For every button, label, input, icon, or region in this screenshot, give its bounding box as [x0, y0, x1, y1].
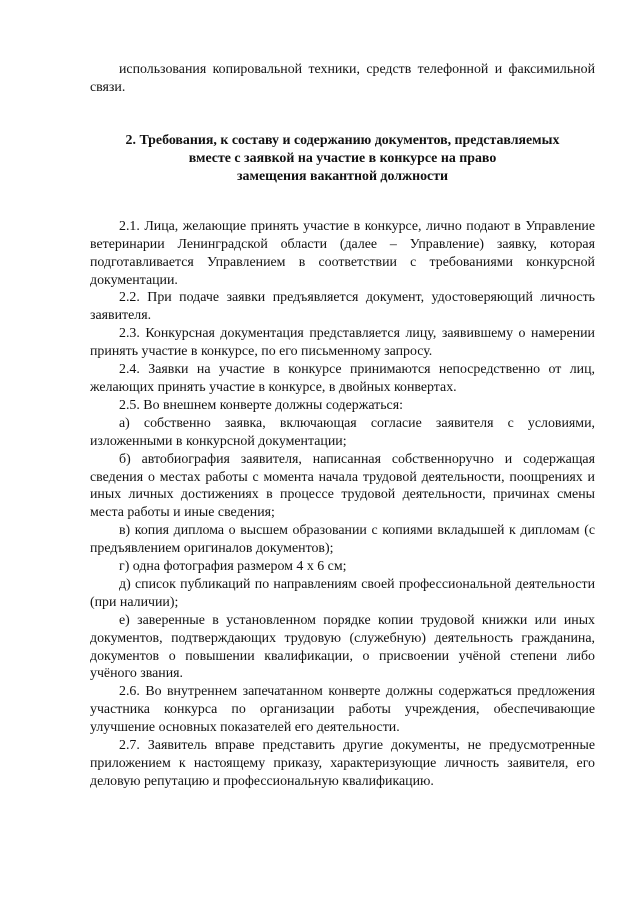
section-heading-line: замещения вакантной должности	[236, 168, 449, 184]
paragraph-2-3: 2.3. Конкурсная документация представляется лицу, заявившему о намерении принять участие в конкурсе, по его письменному запросу.	[90, 326, 595, 360]
section-heading	[90, 132, 595, 186]
list-item-b: б) автобиография заявителя, написанная собственноручно и содержащая сведения о местах работы с момента начала трудовой деятельности, поощрениях и иных личных достижениях в процессе трудовой деятельности, причинах смены места работы и иные сведения;	[90, 451, 595, 521]
paragraph-2-2: 2.2. При подаче заявки предъявляется документ, удостоверяющий личность заявителя.	[90, 290, 595, 324]
intro-paragraph: использования копировальной техники, средств телефонной и факсимильной связи.	[90, 62, 595, 95]
list-item-d: д) список публикаций по направлениям своей профессиональной деятельности (при наличии);	[90, 576, 595, 610]
section-heading-line: 2. Требования, к составу и содержанию документов, представляемых	[125, 132, 560, 148]
paragraph-2-6: 2.6. Во внутреннем запечатанном конверте должны содержаться предложения участника конкурса по организации работы учреждения, обеспечивающие улучшение основных показателей его деятельности.	[90, 684, 595, 736]
section-heading-line: вместе с заявкой на участие в конкурсе на право	[188, 150, 497, 166]
paragraph-2-4: 2.4. Заявки на участие в конкурсе принимаются непосредственно от лиц, желающих принять участие в конкурсе, в двойных конвертах.	[90, 362, 595, 395]
document-body	[90, 61, 595, 791]
paragraph-2-1: 2.1. Лица, желающие принять участие в конкурсе, лично подают в Управление ветеринарии Ленинградской области (далее – Управление) заявку, которая подготавливается Управлением в соответствии с требованиями конкурсной документации.	[90, 218, 595, 288]
paragraph-2-5: 2.5. Во внешнем конверте должны содержаться:	[119, 397, 403, 413]
list-item-a: а) собственно заявка, включающая согласие заявителя с условиями, изложенными в конкурсной документации;	[90, 415, 595, 449]
list-item-g: г) одна фотография размером 4 х 6 см;	[119, 559, 347, 575]
list-item-v: в) копия диплома о высшем образовании с копиями вкладышей к дипломам (с предъявлением оригиналов документов);	[90, 523, 595, 557]
list-item-e: е) заверенные в установленном порядке копии трудовой книжки или иных документов, подтверждающих трудовую (служебную) деятельность гражданина, документов о повышении квалификации, о присвоении учёной степени либо учёного звания.	[90, 612, 595, 682]
paragraph-2-7: 2.7. Заявитель вправе представить другие документы, не предусмотренные приложением к настоящему приказу, характеризующие личность заявителя, его деловую репутацию и профессиональную квалификацию.	[90, 738, 595, 789]
